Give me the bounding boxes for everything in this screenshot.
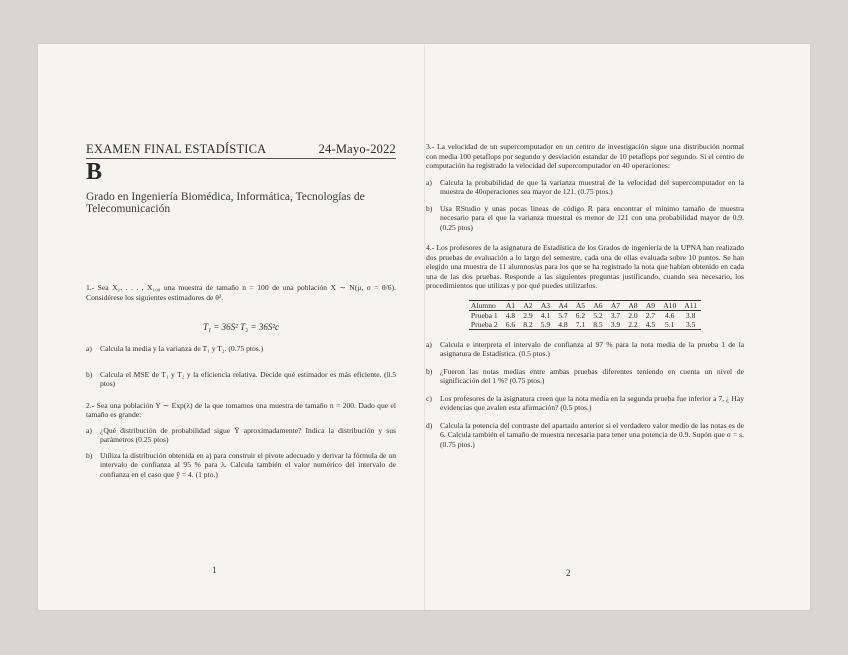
table-cell: 4.8 bbox=[505, 310, 516, 320]
q1-a bbox=[86, 344, 396, 354]
table-cell: 4.5 bbox=[645, 319, 656, 329]
item-tag: b) bbox=[426, 203, 433, 213]
page-number-1: 1 bbox=[212, 565, 217, 575]
item-tag: a) bbox=[426, 339, 432, 349]
table-cell: 8.2 bbox=[523, 319, 533, 329]
table-header-cell: A8 bbox=[628, 300, 638, 310]
exam-title: EXAMEN FINAL ESTADÍSTICA bbox=[86, 142, 267, 156]
q2-intro: 2.- Sea una población Y ∼ Exp(λ) de la que tomamos una muestra de tamaño n = 200. Dado que el tamaño es grande: bbox=[86, 400, 396, 419]
table-header-cell: A1 bbox=[505, 300, 516, 310]
exam-header bbox=[86, 142, 396, 159]
item-tag: a) bbox=[426, 177, 432, 187]
table-cell: 5.9 bbox=[540, 319, 551, 329]
q4-b bbox=[426, 367, 744, 386]
item-tag: c) bbox=[426, 393, 432, 403]
table-row bbox=[469, 320, 701, 330]
table-row bbox=[469, 310, 701, 320]
q1-b bbox=[86, 370, 396, 389]
q2-a bbox=[86, 426, 396, 445]
item-text: Usa RStudio y unas pocas líneas de código R para encontrar el mínimo tamaño de muestra necesario para el que la varianza muestral es menor de 121 con una probabilidad mayor de 0.9. (0.25 ptos) bbox=[440, 203, 744, 232]
item-tag: d) bbox=[426, 420, 433, 430]
q3-a bbox=[426, 178, 744, 197]
item-text: Calcula e interpreta el intervalo de confianza al 97 % para la nota media de la prueba 1 de la asignatura de Estadística. (0.5 ptos.) bbox=[440, 339, 744, 358]
table-cell: 4.1 bbox=[540, 310, 551, 320]
item-text: ¿Qué distribución de probabilidad sigue Ȳ aproximadamente? Indica la distribución y sus parámetros (0.25 ptos) bbox=[100, 425, 396, 444]
page-1 bbox=[86, 142, 396, 479]
table-cell: 6.6 bbox=[505, 319, 516, 329]
item-text: Calcula la media y la varianza de T₁ y T₂. (0.75 ptos.) bbox=[100, 344, 264, 353]
q4-intro: 4.- Los profesores de la asignatura de Estadística de los Grados de ingeniería de la UPNA han realizado dos pruebas de evaluación a lo largo del semestre, cada una de ellas evaluada sobre 10 puntos. Se han elegido una muestra de 11 alumnos/as para los que se ha registrado la nota que habían obtenido en cada una de las dos pruebas. Responde a las siguientes preguntas justificando, cuando sea necesario, los procedimientos que utilizas y por qué puedes utilizarlos. bbox=[426, 243, 744, 290]
item-tag: a) bbox=[86, 425, 92, 435]
table-cell: 5.7 bbox=[558, 310, 568, 320]
table-header-cell: A4 bbox=[558, 300, 568, 310]
table-header-cell: A9 bbox=[645, 300, 656, 310]
item-text: Calcula la probabilidad de que la varianza muestral de la velocidad del supercomputador en la muestra de 40operaciones sea mayor de 121. (0.75 ptos.) bbox=[440, 177, 744, 196]
q4-a bbox=[426, 340, 744, 359]
table-cell: 4.6 bbox=[664, 310, 675, 320]
item-text: Los profesores de la asignatura creen que la nota media en la segunda prueba fue inferior a 7, ¿ Hay evidencias que avalen esta afirmación? (0.5 ptos.) bbox=[440, 393, 744, 412]
q2-b bbox=[86, 451, 396, 480]
table-cell: 2.9 bbox=[523, 310, 533, 320]
table-header-cell: A7 bbox=[610, 300, 621, 310]
table-cell: Prueba 2 bbox=[470, 319, 498, 329]
exam-model: B bbox=[86, 159, 103, 185]
item-text: ¿Fueron las notas medias entre ambas pruebas diferentes teniendo en cuenta un nivel de significación del 1 %? (0.75 ptos.) bbox=[440, 366, 744, 385]
table-header-cell: A5 bbox=[575, 300, 586, 310]
q1-intro: 1.- Sea X₁, . . . , X₁₀₀ una muestra de tamaño n = 100 de una población X ∼ N(μ, σ = θ/6). Considérese los siguientes estimadores de θ². bbox=[86, 283, 396, 302]
q4-d bbox=[426, 421, 744, 450]
table-cell: 7.1 bbox=[575, 319, 586, 329]
degree-line: Grado en Ingeniería Biomédica, Informática, Tecnologías de Telecomunicación bbox=[86, 191, 365, 215]
table-cell: 2.0 bbox=[628, 310, 638, 320]
item-text: Calcula la potencia del contraste del apartado anterior si el verdadero valor medio de las notas es de 6. Calcula también el tamaño de muestra necesaria para tener una potencia de 0.9. Supón que σ = s. (0.75 ptos.) bbox=[440, 420, 744, 449]
table-cell: 3.5 bbox=[685, 319, 696, 329]
table-cell: 2.7 bbox=[645, 310, 656, 320]
item-tag: b) bbox=[426, 366, 433, 376]
scores-table bbox=[469, 300, 701, 330]
table-header-cell: Alumno bbox=[470, 300, 496, 310]
item-text: Calcula el MSE de T₁ y T₂ y la eficiencia relativa. Decide qué estimador es más eficiente. (0.5 ptos) bbox=[100, 369, 396, 388]
table-cell: 8.5 bbox=[593, 319, 603, 329]
table-header-cell: A2 bbox=[523, 300, 533, 310]
page-2 bbox=[426, 142, 744, 449]
table-header-cell: A10 bbox=[663, 300, 677, 310]
table-header-cell: A11 bbox=[684, 300, 698, 310]
table-cell: 3.8 bbox=[685, 310, 696, 320]
exam-date: 24-Mayo-2022 bbox=[318, 142, 396, 156]
q4-c bbox=[426, 394, 744, 413]
table-cell: Prueba 1 bbox=[470, 310, 498, 320]
item-tag: b) bbox=[86, 450, 93, 460]
item-tag: b) bbox=[86, 369, 93, 379]
page-fold bbox=[424, 44, 425, 610]
table-header-cell: A3 bbox=[540, 300, 551, 310]
table-header-row bbox=[469, 300, 701, 310]
table-cell: 2.2 bbox=[628, 319, 638, 329]
table-cell: 4.8 bbox=[558, 319, 568, 329]
table-cell: 3.9 bbox=[610, 319, 621, 329]
exam-sheet bbox=[38, 44, 810, 610]
q3-intro: 3.- La velocidad de un supercomputador en un centro de investigación sigue una distribución normal con media 100 petaflops por segundo y desviación estandar de 10 petaflops por segundo. Si el centro de computación ha registrado la velocidad del supercomputador en 40 operaciones: bbox=[426, 142, 744, 170]
item-tag: a) bbox=[86, 344, 92, 353]
page-number-2: 2 bbox=[566, 568, 571, 578]
q1-formula: T₁ = 36S² T₂ = 36S²c bbox=[202, 322, 280, 332]
table-header-cell: A6 bbox=[593, 300, 603, 310]
table-cell: 3.7 bbox=[610, 310, 621, 320]
table-cell: 5.2 bbox=[593, 310, 603, 320]
item-text: Utiliza la distribución obtenida en a) para construir el pivote adecuado y derivar la fórmula de un intervalo de confianza al 95 % para λ. Calcula también el valor numérico del intervalo de confianza en el caso que ȳ = 4. (1 pto.) bbox=[100, 450, 396, 479]
table-cell: 5.1 bbox=[664, 319, 675, 329]
q3-b bbox=[426, 204, 744, 233]
table-cell: 6.2 bbox=[575, 310, 586, 320]
